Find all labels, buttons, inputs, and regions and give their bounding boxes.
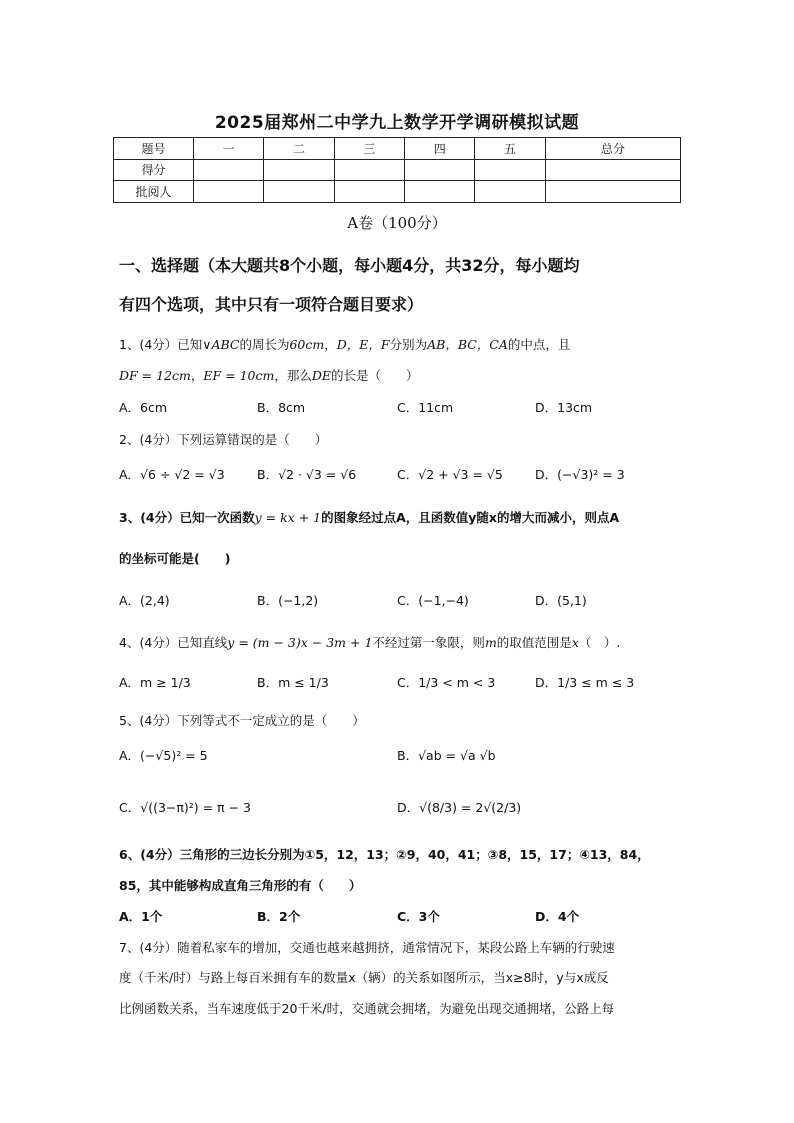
q1-sides: AB，BC，CA (427, 337, 508, 352)
q4-stem (119, 633, 620, 651)
q2-option-d[interactable]: D．(−√3)² = 3 (535, 467, 625, 482)
score-table (113, 137, 681, 203)
q4-text: （ ）. (578, 635, 621, 650)
q4-x: x (571, 635, 579, 650)
q1-text: 的周长为 (239, 337, 290, 352)
q6-option-a[interactable]: A．1个 (119, 909, 163, 924)
q3-option-a[interactable]: A．(2,4) (119, 593, 170, 608)
q3-function: y = kx + 1 (254, 510, 322, 525)
q4-function: y = (m − 3)x − 3m + 1 (227, 635, 373, 650)
q1-option-d[interactable]: D．13cm (535, 400, 593, 415)
table-header-cell: 题号 (114, 138, 194, 160)
q4-text: 的取值范围是 (496, 635, 572, 650)
q4-option-a[interactable]: A．m ≥ 1/3 (119, 675, 191, 690)
table-header-cell: 四 (405, 138, 475, 160)
table-row (114, 138, 681, 160)
q1-text: ， (324, 337, 337, 352)
q3-stem-line1 (119, 508, 619, 526)
q4-variable: m (484, 635, 497, 650)
table-header-cell: 三 (334, 138, 404, 160)
table-header-cell: 一 (194, 138, 264, 160)
table-row (114, 159, 681, 181)
q3-text: 的图象经过点A，且函数值y随x的增大而减小，则点A (321, 510, 620, 525)
page-title: 2025届郑州二中学九上数学开学调研模拟试题 (214, 113, 580, 133)
q1-triangle: ∨ABC (202, 337, 240, 352)
score-cell[interactable] (405, 159, 475, 181)
table-header-cell: 总分 (545, 138, 680, 160)
section1-heading-line2: 有四个选项，其中只有一项符合题目要求） (119, 295, 424, 314)
q3-option-b[interactable]: B．(−1,2) (257, 593, 319, 608)
q5-option-a[interactable]: A．(−√5)² = 5 (119, 748, 208, 763)
q5-option-b[interactable]: B．√ab = √a √b (397, 748, 496, 763)
score-cell[interactable] (194, 159, 264, 181)
q1-text: 的长是（ ） (331, 368, 419, 383)
q7-stem-line2: 度（千米/时）与路上每百米拥有车的数量x（辆）的关系如图所示，当x≥8时，y与x成反 (119, 970, 609, 985)
score-cell[interactable] (405, 181, 475, 203)
score-cell[interactable] (545, 181, 680, 203)
q1-text: ，那么 (274, 368, 312, 383)
q1-perimeter: 60cm (289, 337, 325, 352)
score-cell[interactable] (334, 181, 404, 203)
q1-stem-line1 (119, 335, 570, 353)
q1-option-a[interactable]: A．6cm (119, 400, 168, 415)
q3-stem-line2: 的坐标可能是( ) (119, 551, 231, 566)
q7-stem-line3: 比例函数关系，当车速度低于20千米/时，交通就会拥堵，为避免出现交通拥堵，公路上每 (119, 1001, 615, 1016)
q5-stem: 5、(4分）下列等式不一定成立的是（ ） (119, 713, 365, 728)
q1-points: D，E，F (336, 337, 390, 352)
q4-option-d[interactable]: D．1/3 ≤ m ≤ 3 (535, 675, 635, 690)
q4-prefix: 4、(4分）已知直线 (119, 635, 228, 650)
q6-stem-line1: 6、(4分）三角形的三边长分别为①5，12，13；②9，40，41；③8，15，17；④13，84， (119, 847, 650, 862)
score-cell[interactable] (475, 181, 545, 203)
q2-option-b[interactable]: B．√2 · √3 = √6 (257, 467, 357, 482)
q1-prefix: 1、(4分）已知 (119, 337, 203, 352)
score-cell[interactable] (545, 159, 680, 181)
score-cell[interactable] (264, 181, 334, 203)
q4-option-c[interactable]: C．1/3 < m < 3 (397, 675, 496, 690)
q1-stem-line2 (119, 366, 419, 384)
q6-stem-line2: 85，其中能够构成直角三角形的有（ ） (119, 878, 362, 893)
q1-de: DE (311, 368, 332, 383)
score-cell[interactable] (334, 159, 404, 181)
q5-option-c[interactable]: C．√((3−π)²) = π − 3 (119, 800, 251, 815)
q6-option-c[interactable]: C．3个 (397, 909, 440, 924)
table-header-cell: 五 (475, 138, 545, 160)
q1-text: ， (190, 368, 204, 383)
table-row-label: 批阅人 (114, 181, 194, 203)
section-a-heading: A卷（100分） (347, 214, 447, 232)
q1-option-b[interactable]: B．8cm (257, 400, 306, 415)
score-cell[interactable] (194, 181, 264, 203)
q1-option-c[interactable]: C．11cm (397, 400, 454, 415)
q1-ef: EF = 10cm (203, 368, 275, 383)
table-header-cell: 二 (264, 138, 334, 160)
q3-option-d[interactable]: D．(5,1) (535, 593, 587, 608)
section1-heading-line1: 一、选择题（本大题共8个小题，每小题4分，共32分，每小题均 (119, 256, 580, 275)
score-cell[interactable] (264, 159, 334, 181)
table-row-label: 得分 (114, 159, 194, 181)
q7-stem-line1: 7、(4分）随着私家车的增加，交通也越来越拥挤，通常情况下，某段公路上车辆的行驶速 (119, 940, 615, 955)
q6-option-d[interactable]: D．4个 (535, 909, 580, 924)
q2-option-a[interactable]: A．√6 ÷ √2 = √3 (119, 467, 225, 482)
score-cell[interactable] (475, 159, 545, 181)
q4-option-b[interactable]: B．m ≤ 1/3 (257, 675, 329, 690)
table-row (114, 181, 681, 203)
q5-option-d[interactable]: D．√(8/3) = 2√(2/3) (397, 800, 522, 815)
q4-text: 不经过第一象限，则 (372, 635, 485, 650)
q6-option-b[interactable]: B．2个 (257, 909, 301, 924)
q2-option-c[interactable]: C．√2 + √3 = √5 (397, 467, 503, 482)
q1-text: 的中点，且 (507, 337, 571, 352)
q3-prefix: 3、(4分）已知一次函数 (119, 510, 255, 525)
q1-text: 分别为 (389, 337, 428, 352)
q3-option-c[interactable]: C．(−1,−4) (397, 593, 469, 608)
q1-df: DF = 12cm (119, 368, 191, 383)
q2-stem: 2、(4分）下列运算错误的是（ ） (119, 432, 328, 447)
